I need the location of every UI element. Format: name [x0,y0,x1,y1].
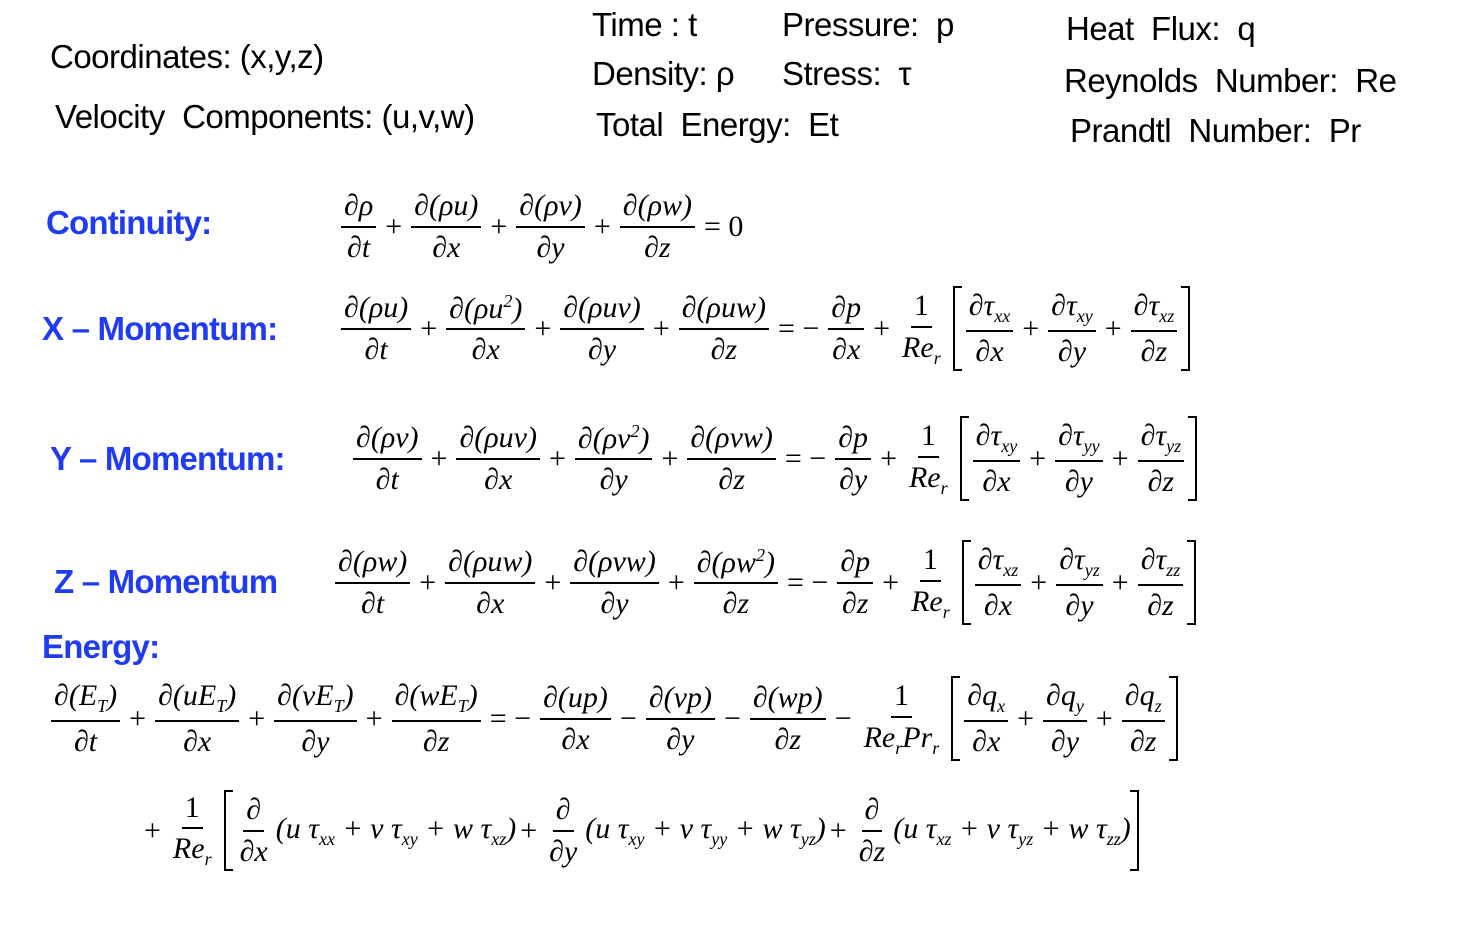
y-momentum-equation: ∂(ρv) ∂t + ∂(ρuv) ∂x + $\frac{\partial(\rho v^2)}{\partial y}$ + ∂(ρvw) ∂z = − $\frac{\partial p}{\partial y}$ + 1 $Re_r$ $\partial\tau_{xy}$ ∂x + $\partial\tau_{yy}$ ∂y + $\partial\tau_{yz}$ ∂z [348,416,1201,501]
legend-reynolds: Reynolds Number: Re [1064,62,1397,99]
legend-time: Time : t [592,6,697,43]
legend-stress: Stress: τ [782,55,912,92]
label-continuity: Continuity: [46,204,212,241]
continuity-equation: ∂ρ ∂t + $\frac{\partial(\rho u)}{\partial x}$ + $\frac{\partial(\rho v)}{\partial y}$ + $\frac{\partial(\rho w)}{\partial z}$ = 0 [336,190,747,263]
x-momentum-equation: ∂(ρu) ∂t + $\frac{\partial(\rho u^2)}{\partial x}$ + ∂(ρuv) ∂y + ∂(ρuw) ∂z = − $\frac{\partial p}{\partial x}$ + 1 $Re_r$ $\partial\tau_{xx}$ ∂x + $\partial\tau_{xy}$ ∂y + $\partial\tau_{xz}$ ∂z [336,286,1194,371]
label-y-momentum: Y – Momentum: [50,440,285,477]
legend-density: Density: ρ [592,55,735,92]
legend-total-energy: Total Energy: Et [596,106,839,143]
legend-heat-flux: Heat Flux: q [1066,10,1256,47]
legend-coordinates: Coordinates: (x,y,z) [50,38,324,75]
legend-velocity: Velocity Components: (u,v,w) [55,98,475,135]
label-energy: Energy: [42,628,160,665]
z-momentum-equation: ∂(ρw) ∂t + ∂(ρuw) ∂x + ∂(ρvw) ∂y + $\frac{\partial(\rho w^2)}{\partial z}$ = − $\frac{\partial p}{\partial z}$ + 1 $Re_r$ $\partial\tau_{xz}$ ∂x + $\partial\tau_{yz}$ ∂y + $\partial\tau_{zz}$ ∂z [330,540,1200,625]
legend-pressure: Pressure: p [782,6,954,43]
energy-equation-line-1: $\partial(E_T)$ ∂t + $\partial(uE_T)$ ∂x + $\partial(vE_T)$ ∂y + $\partial(wE_T)$ ∂z = − $\frac{\partial(up)}{\partial x}$ − $\frac{\partial(vp)}{\partial y}$ − $\frac{\partial(wp)}{\partial z}$ − 1 $Re_rPr_r$ $\partial q_x$ ∂x + $\frac{\partial q_y}{\partial y}$ + $\frac{\partial q_z}{\partial z}$ [46,676,1182,761]
label-x-momentum: X – Momentum: [42,310,278,347]
energy-equation-line-2: + 1 $Re_r$ ∂ ∂x (u $\tau_{xx} + v$ $\tau_{xy} + w$ $\tau_{xz}$) + ∂ ∂y (u $\tau_{xy} + v$ $\tau_{yy} + w$ $\tau_{yz}$) + ∂ ∂z (u $\tau_{xz} + v$ $\tau_{yz} + w$ $\tau_{zz}$) [140,790,1143,871]
label-z-momentum: Z – Momentum [54,563,278,600]
legend-prandtl: Prandtl Number: Pr [1070,112,1361,149]
